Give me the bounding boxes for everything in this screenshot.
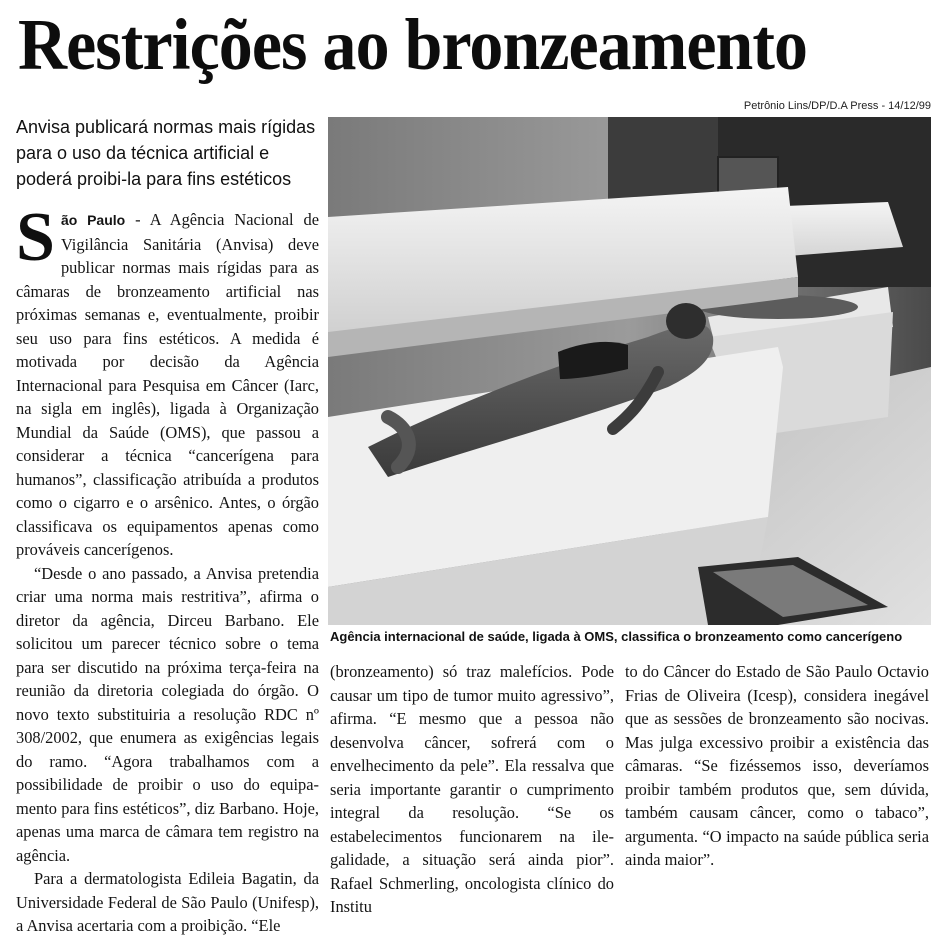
paragraph-4: (bronzeamento) só traz malefícios. Pode causar um tipo de tumor muito agressivo”, afirma. “E mesmo que a pessoa não desenvolva câncer, sofrerá com o envelhecimento da pele”. Ela ressalva que seria importante garantir o cumprimento integral da resolução. “Se os estabelecimentos funcionarem na ilegalidade, a situação será ainda pior”. Rafael Schmerling, oncologista clínico do Institu — [330, 662, 614, 916]
paragraph-1-text: - A Agência Nacional de Vigilância Sanitária (Anvisa) deve publicar normas mais rígidas para as câmaras de bronzeamento artificial nas próximas semanas e, eventualmente, proibir seu uso para fins estéticos. A medida é motivada por decisão da Agência Internacional para Pesquisa em Câncer (Iarc, na sigla em inglês), ligada à Organização Mundial da Saúde (OMS), que passou a considerar a técnica “cancerígеna para humanos”, classificação atribuída a produtos como o cigarro e o arsênico. Antes, o órgão classificava os equipamentos apenas como prováveis cancerígenos. — [16, 210, 319, 559]
photo-caption: Agência internacional de saúde, ligada à OMS, classifica o bronzeamento como cancerígeno — [330, 629, 903, 644]
paragraph-5: to do Câncer do Estado de São Paulo Octavio Frias de Oliveira (Icesp), considera inegável que as sessões de bronzeamento são nocivas. Mas julga excessivo proibir a existência das câmaras. “Se fizéssemos isso, deveríamos proibir também produtos que, sem dúvida, também causam câncer, como o tabaco”, argumenta. “O impacto na saúde pública seria ainda maior”. — [625, 662, 929, 869]
paragraph-3: Para a dermatologista Edileia Bagatin, da Universidade Federal de São Paulo (Unifesp), a Anvisa acertaria com a proibição. “Ele — [16, 869, 319, 935]
dateline: ão Paulo — [60, 212, 126, 228]
drop-cap: S — [16, 199, 55, 276]
article-column-2 — [330, 660, 614, 919]
paragraph-1 — [16, 199, 319, 562]
article-column-1 — [16, 199, 319, 938]
photo-credit: Petrônio Lins/DP/D.A Press - 14/12/99 — [743, 100, 931, 112]
article-column-3 — [625, 660, 929, 872]
tanning-bed-photo — [328, 117, 931, 625]
paragraph-2: “Desde o ano passado, a Anvisa pretendia criar uma norma mais restritiva”, afirma o diretor da agência, Dirceu Barbano. Ele solicitou um parecer técnico sobre o tema para ser discutido na próxima terça-feira na reunião da diretoria colegiada do órgão. O novo texto substituiria a resolução RDC nº 308/2002, que enumera as exigências legais do ramo. “Agora trabalhamos com a possibilidade de proibir o uso do equipamento para fins estéticos”, diz Barbano. Hoje, apenas uma marca de câmara tem registro na agência. — [16, 563, 319, 865]
subheadline: Anvisa publicará normas mais rígidas para o uso da técnica artificial e poderá proibi-la para fins estéticos — [16, 117, 316, 189]
headline: Restrições ao bronzeamento — [18, 4, 808, 85]
tanning-bed-photo-illustration — [328, 117, 931, 625]
